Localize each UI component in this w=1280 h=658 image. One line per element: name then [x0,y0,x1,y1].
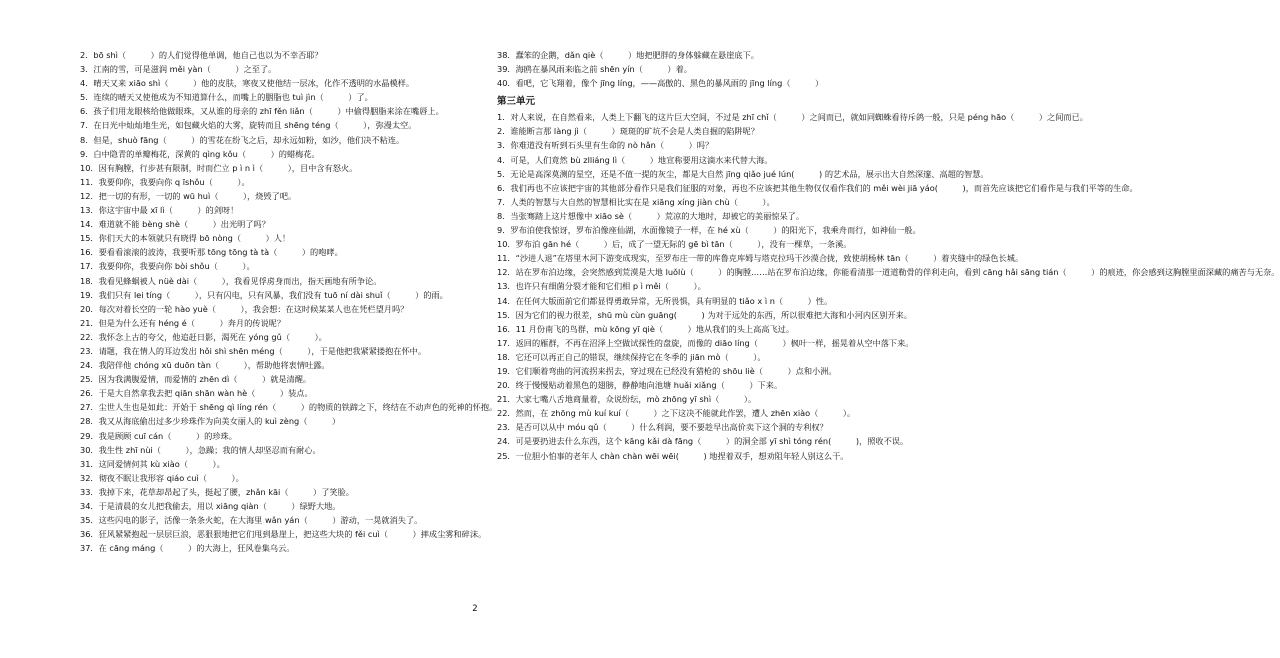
exercise-item: 8．当张骞踏上这片想像中 xiāo sè（ ）荒凉的大地时，却被它的美丽惊呆了。 [497,210,805,221]
right-column [497,48,1280,463]
exercise-item: 12．站在罗布泊边缘，会突然感到荒漠是大地 luǒlù（ ）的胸膛……站在罗布泊边缘，你能看清那一道道勒骨的伴利走向，看到 cāng hǎi sāng tián（ ）的痕迹，你会感到这胸膛里面深藏的痛苦与无奈。 [497,267,1280,278]
exercise-item: 22．然而，在 zhōng mù kuí kuí（ ）之下这决不能就此作罢，遭人 zhēn xiào（ ）。 [497,408,856,419]
exercise-item: 31．这同爱情何其 kù xiào（ ）。 [80,458,225,469]
exercise-item: 6．我们再也不应该把宇宙的其他部分看作只是我们征服的对象，再也不应该把其他生物仅仅看作我们的 měi wèi jiā yáo( )，而首先应该把它们看作是与我们平等的生命。 [497,182,1138,193]
exercise-item: 19．我们只有 lei tíng（ ），只有闪电，只有风暴，我们没有 tuō ní dài shuǐ（ ）的雨。 [80,289,448,300]
exercise-item: 13．也许只有细菌分裂才能和它们相 p ì měi（ ）。 [497,281,706,292]
exercise-item: 24．我陪伴他 chóng xū duōn tàn（ ），帮助他将衷情吐露。 [80,360,330,371]
exercise-item: 1．对人来说，在自然看来，人类上下翻飞的这片巨大空间，不过是 zhī chǐ（ ）之间而已，就如同蜘蛛看待斥鸽一般，只是 péng hāo（ ）之间而已。 [497,112,1088,123]
exercise-item: 3．你难道没有听到石头里有生命的 nò hǎn（ ）吗？ [497,140,714,151]
exercise-item: 40．看吧，它飞翔着，像个 jīng líng，——高傲的、黑色的暴风雨的 jīng líng（ ） [497,78,824,89]
exercise-item: 24．可是要扔进去什么东西，这个 kāng kǎi dà fāng（ ）的洞全部 yī shì tóng rén( )，照收不误。 [497,436,909,447]
exercise-item: 10．因有胸膛，行步甚有限制，时而伫立 p ì n ì（ ），目中含有怒火。 [80,162,358,173]
exercise-item: 2．bō shì（ ）的人们觉得他单调，他自己也以为不幸否耶？ [80,50,323,60]
exercise-item: 36．狂风紧紧抱起一层层巨浪，恶狠狠地把它们甩到悬崖上，把这些大块的 fěi cuì（ ）摔成尘雾和碎沫。 [80,529,487,540]
exercise-item: 19．它们顺着弯曲的河流拐来拐去，穿过现在已经没有猎枪的 shōu liè（ ）点和小洲。 [497,365,837,376]
exercise-item: 14．在任何大版面前它们都显得勇敢异常，无所畏惧，具有明显的 tiǎo x ì n（ ）性。 [497,295,833,306]
exercise-item: 9．白中隐青的单瓣梅花，深黄的 qìng kǒu（ ）的蜡梅花。 [80,148,320,159]
exercise-item: 25．因为我满腹爱情，而爱情的 zhēn dì（ ）就是清醒。 [80,374,312,385]
exercise-item: 22．我怀念上古的夸父，他追赶日影，渴死在 yóng gǔ（ ）。 [80,331,327,342]
exercise-item: 6．孩子们用龙眼核给他做眼珠，又从谁的母亲的 zhī fěn liǎn（ ）中偷得胭脂来涂在嘴唇上。 [80,106,444,117]
exercise-item: 28．我又从海底偷出过多少珍珠作为向美女丽人的 kuì zèng（ ） [80,416,341,427]
exercise-item: 32．彻夜不眠让我形容 qiáo cuì（ ）。 [80,472,244,483]
exercise-item: 38．蠢笨的企鹅，dǎn qiè（ ）地把肥胖的身体躲藏在悬崖底下。 [497,50,759,60]
exercise-item: 20．每次对着长空的一轮 hào yuè（ ），我会想：在这时候某某人也在凭栏望月吗？ [80,303,409,314]
exercise-item: 39．海鸥在暴风雨来临之前 shēn yín（ ）着。 [497,64,692,75]
exercise-item: 16．要看看滚滚的波涛，我要听那 tōng tōng tà tà（ ）的咆哮。 [80,247,343,258]
exercise-item: 3．江南的雪，可是滋润 měi yàn（ ）之至了。 [80,64,277,75]
exercise-item: 7．人类的智慧与大自然的智慧相比实在是 xiāng xíng jiàn chù（ ）。 [497,196,775,207]
exercise-item: 4．可是，人们竟然 bù zlliáng lì（ ）地宣称要用这滴水来代替大海。 [497,154,773,165]
exercise-item: 29．我是顾顾 cuī cán（ ）的珍珠。 [80,430,237,441]
exercise-item: 25．一位胆小怕事的老年人 chàn chàn wēi wēi( ) 地捏着双手，想劝阻年轻人别这么干。 [497,450,849,461]
exercise-item: 27．尘世人生也是如此：开始于 shēng qì líng rén（ ）的物质的铁蹄之下，终结在不动声色的死神的怀抱。 [80,402,498,413]
exercise-item: 14．难道就不能 bèng shè（ ）出光明了吗？ [80,219,270,230]
exercise-item: 21．大家七嘴八舌地商量着，众说纷纭，mò zhōng yī shì（ ）。 [497,394,757,405]
exercise-item: 18．我看见蜂蜗被人 nüè dài（ ），我看见俘虏身而出，指天画地有所争论。 [80,275,382,286]
exercise-item: 16．11 月份南飞的鸟群，mù kōng yī qiè（ ）地从我们的头上高高飞过。 [497,323,795,334]
exercise-item: 13．你这宇宙中最 xī lì（ ）的剑呀！ [80,205,239,216]
exercise-item: 35．这些闪电的影子，活像一条条火蛇，在大海里 wǎn yán（ ）游动，一晃就消失了。 [80,515,423,526]
exercise-item: 23．是否可以从中 móu qǔ（ ）什么利润，要不要趁早出高价卖下这个洞的专利权？ [497,422,828,433]
exercise-item: 33．我掉下来，花草却昂起了头，挺起了腰，zhǎn kāi（ ）了笑脸。 [80,486,354,497]
exercise-item: 4．晴天又来 xiāo shì（ ）他的皮肤，寒夜又使他结一层冰，化作不透明的水晶模样。 [80,78,415,89]
exercise-item: 9．罗布泊使我惊讶，罗布泊像座仙湖，水面像镜子一样，在 hé xù（ ）的阳光下，我乘舟而行，如神仙一般。 [497,225,921,236]
exercise-item: 21．但是为什么还有 héng é（ ）奔月的传说呢？ [80,317,286,328]
exercise-item: 23．请题，我在情人的耳边发出 hǒi shì shēn méng（ ），于是他把我紧紧搂抱在怀中。 [80,345,427,356]
exercise-item: 20．终于慢慢贴动着黑色的翅膀，静静地向池塘 huǎi xiǎng（ ）下来。 [497,380,783,391]
section-heading: 第三单元 [497,96,536,108]
exercise-item: 10．罗布泊 gān hé（ ）后，成了一望无际的 gē bì tān（ ），没有一棵草，一条溪。 [497,239,852,250]
exercise-item: 5．无论是高深莫测的星空，还是不值一提的灰尘，都是大自然 jīng qiǎo jué lún( ) 的艺术品，展示出大自然深邃、高超的智慧。 [497,168,989,179]
exercise-item: 17．我要仰你，我要向你 bòi shǒu（ ）。 [80,261,255,272]
exercise-item: 12．把一切的有形，一切的 wū huì（ ），烧毁了吧。 [80,190,297,201]
exercise-item: 17．返回的雁群，不再在沼泽上空做试探性的盘旋，而像的 diāo líng（ ）枫叶一样，摇晃着从空中落下来。 [497,337,914,348]
left-column [80,48,498,555]
exercise-item: 26．于是大自然拿我去把 qiān shān wàn hè（ ）装点。 [80,388,313,399]
exercise-item: 2．谁能断言那 làng jì（ ）斑斑的矿坑不会是人类自掘的陷阱呢？ [497,126,759,137]
exercise-item: 7．在日光中灿灿地生光，如包藏火焰的大雾，旋转而且 shēng téng（ ），弥漫太空。 [80,120,417,131]
exercise-item: 5．连续的晴天又使他成为不知道算什么，而嘴上的胭脂也 tuì jìn（ ）了。 [80,92,373,103]
exercise-item: 15．因为它们的视力很差，shū mù cùn guāng( ) 为对于远处的东西，所以很难把大海和小河内区别开来。 [497,309,913,320]
exercise-item: 11．“沙进人退”在塔里木河下游变成现实，至罗布庄一带的库鲁克库姆与塔克拉玛干沙漠合拢，致使胡杨林 tān（ ）着夹缝中的绿色长城。 [497,253,1024,264]
exercise-item: 37．在 cāng máng（ ）的大海上，狂风卷集乌云。 [80,543,295,554]
exercise-item: 18．它还可以再正自己的错误，继续保持它在冬季的 jiān mò（ ）。 [497,351,766,362]
exercise-item: 8．但是，shuò fāng（ ）的雪花在纷飞之后，却永远如粉，如沙，他们决不粘连。 [80,134,405,145]
exercise-item: 15．你们天大的本领就只有晓得 bō nòng（ ）人！ [80,233,291,244]
exercise-item: 30．我生性 zhī nùi（ ），急躁；我的情人却坚忍而有耐心。 [80,444,321,455]
page-number: 2 [472,604,478,614]
exercise-item: 34．于是清晨的女儿把我偷去，用以 xiāng qiàn（ ）绿野大地。 [80,501,341,511]
exercise-item: 11．我要仰你，我要向你 q īshǒu（ ）。 [80,176,250,187]
